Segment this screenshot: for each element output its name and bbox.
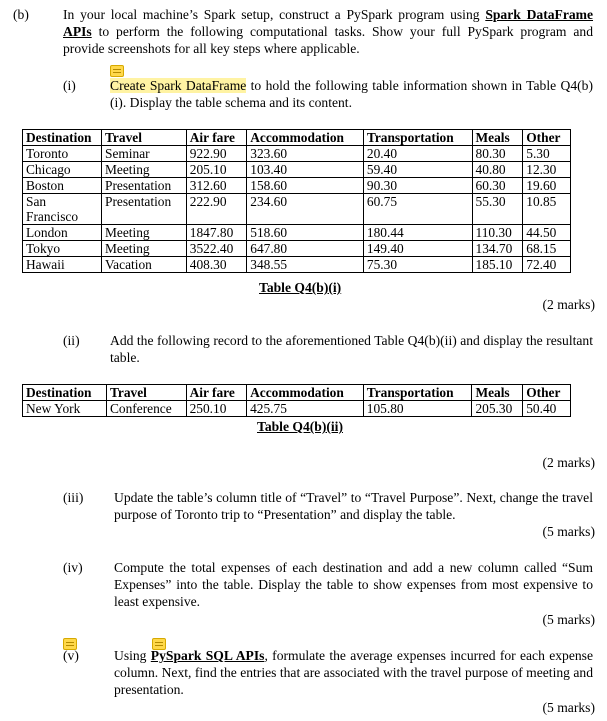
q5-marks: (5 marks) — [542, 700, 595, 715]
cell: 5.30 — [523, 146, 571, 162]
spark-dataframe-apis-link[interactable]: Spark DataFrame APIs — [63, 7, 594, 39]
q1-marks: (2 marks) — [542, 297, 595, 312]
cell: 72.40 — [523, 257, 571, 273]
cell: San Francisco — [23, 194, 102, 225]
cell: Vacation — [102, 257, 187, 273]
table-header-row — [23, 385, 571, 401]
cell: 40.80 — [472, 162, 523, 178]
cell: 55.30 — [472, 194, 523, 225]
col-header: Other — [523, 385, 571, 401]
table-row — [23, 225, 571, 241]
comment-note-icon[interactable] — [110, 65, 124, 77]
cell: 10.85 — [523, 194, 571, 225]
cell: Toronto — [23, 146, 102, 162]
q2-marks: (2 marks) — [542, 455, 595, 470]
cell: Meeting — [102, 225, 187, 241]
col-header: Travel — [102, 130, 187, 146]
intro-paragraph — [63, 6, 593, 57]
cell: 180.44 — [363, 225, 472, 241]
table-row — [23, 194, 571, 225]
cell: 103.40 — [247, 162, 364, 178]
q3-marks: (5 marks) — [542, 524, 595, 539]
table-q4-b-ii — [22, 384, 571, 417]
cell: 12.30 — [523, 162, 571, 178]
table-row — [23, 257, 571, 273]
cell: Chicago — [23, 162, 102, 178]
cell: 408.30 — [186, 257, 247, 273]
col-header: Meals — [472, 130, 523, 146]
table-row — [23, 401, 571, 417]
cell: 3522.40 — [186, 241, 247, 257]
table-row — [23, 241, 571, 257]
col-header: Destination — [23, 385, 107, 401]
q1-highlight: Create Spark DataFrame — [110, 78, 247, 93]
cell: Seminar — [102, 146, 187, 162]
cell: 234.60 — [247, 194, 364, 225]
q4-number: (iv) — [63, 560, 83, 575]
col-header: Air fare — [186, 385, 247, 401]
table-row — [23, 162, 571, 178]
cell: 110.30 — [472, 225, 523, 241]
cell: 60.75 — [363, 194, 472, 225]
cell: 250.10 — [186, 401, 247, 417]
cell: 134.70 — [472, 241, 523, 257]
cell: 105.80 — [363, 401, 472, 417]
intro-text-2: to perform the following computational tasks. Show your full PySpark program and provide screenshots for all key steps where applicable. — [63, 24, 593, 56]
q5-text-1: Using — [114, 648, 151, 663]
section-label: (b) — [13, 7, 29, 22]
cell: 647.80 — [247, 241, 364, 257]
q4-marks: (5 marks) — [542, 612, 595, 627]
cell: 60.30 — [472, 178, 523, 194]
cell: Meeting — [102, 162, 187, 178]
cell: 222.90 — [186, 194, 247, 225]
col-header: Transportation — [363, 385, 472, 401]
q1-number: (i) — [63, 78, 76, 93]
col-header: Air fare — [186, 130, 247, 146]
q1-text — [110, 77, 593, 111]
cell: 80.30 — [472, 146, 523, 162]
cell: 20.40 — [363, 146, 472, 162]
q5-number: (v) — [63, 648, 79, 663]
cell: 68.15 — [523, 241, 571, 257]
cell: Presentation — [102, 194, 187, 225]
cell: 518.60 — [247, 225, 364, 241]
cell: 348.55 — [247, 257, 364, 273]
cell: Presentation — [102, 178, 187, 194]
col-header: Destination — [23, 130, 102, 146]
cell: 425.75 — [247, 401, 364, 417]
cell: Hawaii — [23, 257, 102, 273]
intro-text-1: In your local machine’s Spark setup, construct a PySpark program using — [63, 7, 486, 22]
cell: Conference — [106, 401, 186, 417]
col-header: Transportation — [363, 130, 472, 146]
pyspark-sql-apis-link[interactable]: PySpark SQL APIs — [150, 648, 265, 663]
cell: Meeting — [102, 241, 187, 257]
cell: Boston — [23, 178, 102, 194]
cell: 1847.80 — [186, 225, 247, 241]
cell: 205.30 — [472, 401, 523, 417]
cell: 59.40 — [363, 162, 472, 178]
q2-text: Add the following record to the aforementioned Table Q4(b)(ii) and display the resultant table. — [110, 333, 593, 365]
cell: 50.40 — [523, 401, 571, 417]
cell: 312.60 — [186, 178, 247, 194]
cell: 205.10 — [186, 162, 247, 178]
cell: 158.60 — [247, 178, 364, 194]
cell: 75.30 — [363, 257, 472, 273]
col-header: Travel — [106, 385, 186, 401]
col-header: Other — [523, 130, 571, 146]
q2-number: (ii) — [63, 333, 80, 348]
q1-rest: to hold the following table information shown in Table Q4(b)(i). Display the table schema and its content. — [110, 78, 593, 110]
table-q4-b-i — [22, 129, 571, 273]
cell: 185.10 — [472, 257, 523, 273]
table-row — [23, 178, 571, 194]
cell: 149.40 — [363, 241, 472, 257]
q4-text: Compute the total expenses of each destination and add a new column called “Sum Expenses” into the table. Display the table to show expenses from most expensive to least expensive. — [114, 560, 593, 609]
col-header: Accommodation — [247, 385, 364, 401]
cell: 44.50 — [523, 225, 571, 241]
table-row — [23, 146, 571, 162]
col-header: Accommodation — [247, 130, 364, 146]
cell: Tokyo — [23, 241, 102, 257]
q3-number: (iii) — [63, 490, 84, 505]
table-header-row — [23, 130, 571, 146]
q3-text: Update the table’s column title of “Travel” to “Travel Purpose”. Next, change the travel purpose of Toronto trip to “Presentation” and display the table. — [114, 490, 593, 522]
cell: 323.60 — [247, 146, 364, 162]
table2-caption: Table Q4(b)(ii) — [257, 419, 343, 434]
table1-caption: Table Q4(b)(i) — [259, 280, 342, 295]
cell: New York — [23, 401, 107, 417]
cell: 90.30 — [363, 178, 472, 194]
cell: 922.90 — [186, 146, 247, 162]
q5-text-2: , formulate the average expenses incurred for each expense column. Next, find the entries that are associated with the travel purpose of meeting and presentation. — [114, 648, 593, 697]
q5-text — [114, 647, 593, 698]
cell: 19.60 — [523, 178, 571, 194]
col-header: Meals — [472, 385, 523, 401]
cell: London — [23, 225, 102, 241]
